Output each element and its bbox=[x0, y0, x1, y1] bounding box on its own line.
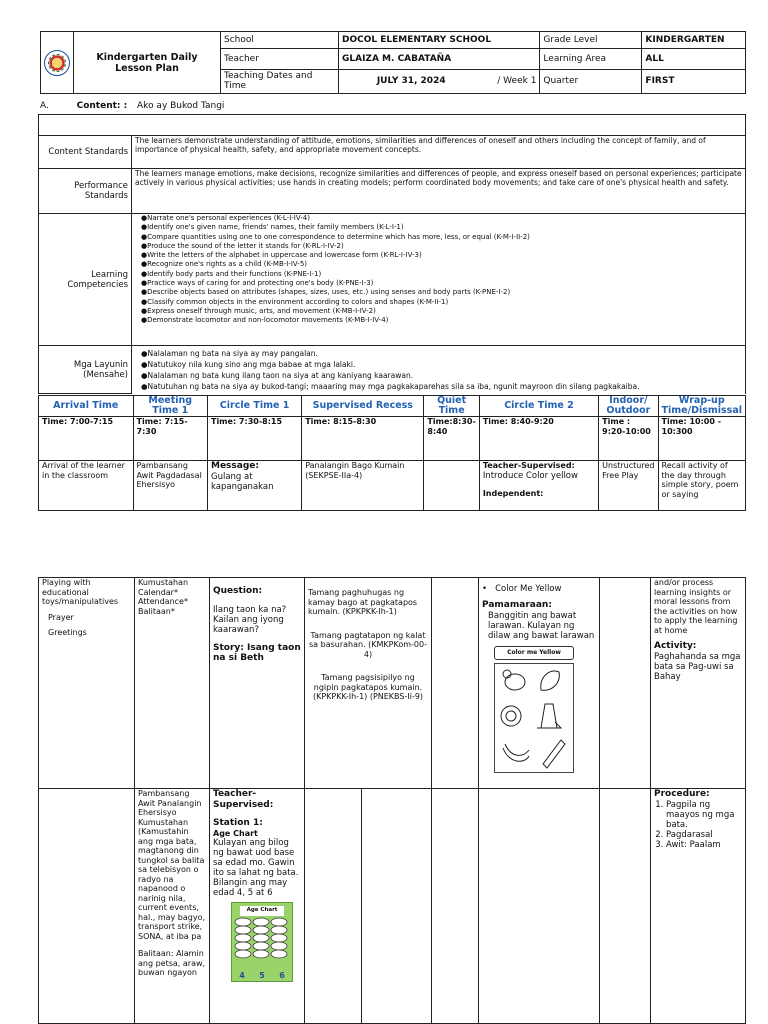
p2-arrival-item: Playing with educational toys/manipulatives bbox=[42, 578, 119, 606]
question-text: Ilang taon ka na? Kailan ang iyong kaarawan? bbox=[213, 604, 287, 635]
color-item: • Color Me Yellow bbox=[482, 584, 562, 594]
p2-circle2-cell-2 bbox=[479, 789, 600, 1024]
teacher-supervised-label-2: Teacher-Supervised: bbox=[213, 789, 274, 810]
p2-arrival-item: Prayer bbox=[48, 612, 74, 622]
procedure-step: 1. Pagpila ng maayos ng mga bata. bbox=[666, 800, 742, 830]
performance-standards-text: The learners manage emotions, make decisions, recognize similarities and differences of people, and express oneself based on personal experiences; participate actively in various physical activities; use hands in creating models; perform coordinated body movements; and take care of one's physical health and safety. bbox=[132, 169, 746, 214]
procedure-list bbox=[654, 800, 742, 850]
page2-table bbox=[38, 577, 746, 1024]
age-labels bbox=[232, 971, 292, 981]
p2-indoor-cell-2 bbox=[600, 789, 651, 1024]
deped-seal-icon bbox=[44, 50, 70, 76]
competency-item: ● Practice ways of caring for and protecting one's body (K-PNE-I-3) bbox=[141, 279, 742, 288]
worksheet-image bbox=[494, 663, 574, 773]
layunin-cell bbox=[132, 346, 746, 394]
time-quiet: Time:8:30-8:40 bbox=[424, 417, 479, 461]
school-value: DOCOL ELEMENTARY SCHOOL bbox=[339, 32, 540, 49]
indoor-cell: Unstructured Free Play bbox=[599, 461, 658, 511]
worksheet-title: Color me Yellow bbox=[507, 648, 561, 656]
procedure-step: 2. Pagdarasal bbox=[666, 830, 742, 840]
layunin-label: Mga Layunin (Mensahe) bbox=[39, 346, 132, 394]
pamamaraan-text: Banggitin ang bawat larawan. Kulayan ng dilaw ang bawat larawan bbox=[488, 610, 595, 641]
quarter-label: Quarter bbox=[540, 69, 642, 93]
meeting-cell: Pambansang Awit Pagdadasal Ehersisyo bbox=[133, 461, 207, 511]
wrapup-text: and/or process learning insights or moral lessons from the activities on how to apply the learning at home bbox=[654, 578, 738, 635]
time-wrapup: Time: 10:00 - 10:300 bbox=[658, 417, 745, 461]
p2-arrival-cell-2 bbox=[39, 789, 135, 1024]
recess-cell: Panalangin Bago Kumain (SEKPSE-IIa-4) bbox=[302, 461, 424, 511]
week-value: / Week 1 bbox=[483, 69, 540, 93]
header-wrapup: Wrap-up Time/Dismissal bbox=[658, 396, 745, 417]
p2-wrapup-cell bbox=[651, 578, 746, 789]
time-circle-1: Time: 7:30-8:15 bbox=[207, 417, 301, 461]
time-recess: Time: 8:15-8:30 bbox=[302, 417, 424, 461]
circle-2-cell bbox=[479, 461, 598, 511]
wrapup-cell: Recall activity of the day through simple story, poem or saying bbox=[658, 461, 745, 511]
p2-circle-cell-2 bbox=[210, 789, 305, 1024]
pamamaraan-label: Pamamaraan: bbox=[482, 600, 552, 610]
p2-arrival-cell bbox=[39, 578, 135, 789]
p2-wrapup-cell-2 bbox=[651, 789, 746, 1024]
procedure-step: 3. Awit: Paalam bbox=[666, 840, 742, 850]
balitaan-detail: Balitaan: Alamin ang petsa, araw, buwan ngayon bbox=[138, 949, 206, 977]
age-chart-image bbox=[231, 902, 293, 982]
p2-meeting-item: Kumustahan bbox=[138, 578, 189, 587]
activity-label: Activity: bbox=[654, 641, 697, 651]
station-name: Age Chart bbox=[213, 828, 258, 838]
p2-recess-cell-2a bbox=[305, 789, 362, 1024]
header-quiet-time: Quiet Time bbox=[424, 396, 479, 417]
header-table bbox=[40, 31, 746, 94]
competencies-list bbox=[135, 214, 742, 326]
layunin-list bbox=[135, 348, 742, 392]
station-text: Kulayan ang bilog ng bawat uod base sa edad mo. Gawin ito sa lahat ng bata. Bilangin ang may edad 4, 5 at 6 bbox=[213, 838, 299, 898]
content-label: Content: : bbox=[76, 101, 128, 111]
station-label: Station 1: bbox=[213, 818, 263, 828]
worksheet-drawings-icon bbox=[495, 664, 573, 772]
competencies-cell bbox=[132, 214, 746, 346]
header-indoor-outdoor: Indoor/ Outdoor bbox=[599, 396, 658, 417]
header-supervised-recess: Supervised Recess bbox=[302, 396, 424, 417]
question-label: Question: bbox=[213, 586, 263, 596]
title-cell bbox=[74, 32, 221, 94]
color-item-label: Color Me Yellow bbox=[495, 584, 562, 594]
layunin-item: ● Nalalaman ng bata kung ilang taon na siya at ang kaniyang kaarawan. bbox=[141, 370, 742, 381]
procedure-label: Procedure: bbox=[654, 789, 710, 799]
p2-circle2-cell bbox=[479, 578, 600, 789]
seal-cell bbox=[41, 32, 74, 94]
message-value: Gulang at kapanganakan bbox=[210, 471, 274, 492]
competency-item: ● Recognize one's rights as a child (K-MB-I-IV-5) bbox=[141, 260, 742, 269]
p2-meeting-item: Attendance* bbox=[138, 597, 188, 606]
standards-table bbox=[38, 114, 746, 394]
content-standards-label: Content Standards bbox=[39, 136, 132, 169]
p2-quiet-cell-2 bbox=[432, 789, 479, 1024]
time-meeting: Time: 7:15-7:30 bbox=[133, 417, 207, 461]
competency-item: ● Narrate one's personal experiences (K-L-I-IV-4) bbox=[141, 214, 742, 223]
circle-2-value: Introduce Color yellow bbox=[482, 470, 578, 481]
schedule-table bbox=[38, 395, 746, 511]
time-circle-2: Time: 8:40-9:20 bbox=[479, 417, 598, 461]
age-label: 6 bbox=[279, 970, 285, 980]
time-arrival: Time: 7:00-7:15 bbox=[39, 417, 134, 461]
blank-row bbox=[39, 115, 746, 136]
grade-value: KINDERGARTEN bbox=[642, 32, 746, 49]
competency-item: ● Demonstrate locomotor and non-locomotor movements (K-MB-I-IV-4) bbox=[141, 316, 742, 325]
p2-meeting-cell-2 bbox=[135, 789, 210, 1024]
p2-meeting-cell bbox=[135, 578, 210, 789]
content-standards-text: The learners demonstrate understanding of attitude, emotions, similarities and differences of oneself and others including the concept of family, and of importance of physical health, safety, and appropriate movement concepts. bbox=[132, 136, 746, 169]
area-value: ALL bbox=[642, 49, 746, 69]
grade-label: Grade Level bbox=[540, 32, 642, 49]
quarter-value: FIRST bbox=[642, 69, 746, 93]
p2-recess-cell-2b bbox=[362, 789, 432, 1024]
story-title: Story: Isang taon na si Beth bbox=[213, 642, 301, 663]
independent-label: Independent: bbox=[482, 488, 544, 498]
header-circle-time-2: Circle Time 2 bbox=[479, 396, 598, 417]
worksheet-title-badge bbox=[494, 646, 574, 660]
age-chart-title: Age Chart bbox=[240, 906, 284, 916]
lesson-plan-title: Kindergarten Daily Lesson Plan bbox=[96, 51, 198, 74]
header-meeting-time: Meeting Time 1 bbox=[133, 396, 207, 417]
p2-arrival-item: Greetings bbox=[48, 628, 87, 637]
teacher-label: Teacher bbox=[221, 49, 339, 69]
recess-rule: Tamang pagtatapon ng kalat sa basurahan. (KMKPKom-00-4) bbox=[309, 630, 427, 659]
content-line bbox=[40, 101, 224, 111]
layunin-item: ● Natutuhan ng bata na siya ay bukod-tangi; maaaring may mga pagkakaparehas sila sa iba, ngunit mayroon din silang pagkakaiba. bbox=[141, 381, 742, 392]
message-cell bbox=[207, 461, 301, 511]
recess-rule: Tamang pagsisipilyo ng ngipin pagkatapos kumain. (KPKPKK-Ih-1) (PNEKBS-Ii-9) bbox=[312, 673, 424, 701]
p2-indoor-cell bbox=[600, 578, 651, 789]
teacher-supervised-label: Teacher-Supervised: bbox=[482, 461, 575, 470]
message-label: Message: bbox=[210, 461, 259, 471]
p2-recess-cell bbox=[305, 578, 432, 789]
competency-item: ● Express oneself through music, arts, and movement (K-MB-I-IV-2) bbox=[141, 307, 742, 316]
p2-meeting-item: Balitaan* bbox=[138, 606, 175, 616]
recess-rule: Tamang paghuhugas ng kamay bago at pagkatapos kumain. (KPKPKK-Ih-1) bbox=[308, 588, 418, 616]
age-label: 5 bbox=[259, 970, 265, 980]
meeting-detail: Pambansang Awit Panalangin Ehersisyo Kumustahan (Kamustahin ang mga bata, magtanong din tungkol sa balita sa telebisyon o radyo na napanood o narinig nila, current events, hal., may bagyo, transport strike, SONA, at iba pa bbox=[138, 789, 206, 941]
content-letter: A. bbox=[40, 101, 49, 111]
p2-meeting-item: Calendar* bbox=[138, 587, 178, 597]
quiet-cell bbox=[424, 461, 479, 511]
layunin-item: ● Nalalaman ng bata na siya ay may pangalan. bbox=[141, 348, 742, 359]
competencies-label: Learning Competencies bbox=[39, 214, 132, 346]
date-value: JULY 31, 2024 bbox=[339, 69, 484, 93]
competency-item: ● Identify one's given name, friends' names, their family members (K-L-I-1) bbox=[141, 223, 742, 232]
competency-item: ● Classify common objects in the environment according to colors and shapes (K-M-II-1) bbox=[141, 298, 742, 307]
dates-label: Teaching Dates and Time bbox=[221, 69, 339, 93]
competency-item: ● Identify body parts and their functions (K-PNE-I-1) bbox=[141, 270, 742, 279]
age-label: 4 bbox=[239, 970, 245, 980]
content-value: Ako ay Bukod Tangi bbox=[137, 101, 225, 111]
header-circle-time-1: Circle Time 1 bbox=[207, 396, 301, 417]
school-label: School bbox=[221, 32, 339, 49]
layunin-item: ● Natutukoy nila kung sino ang mga babae at mga lalaki. bbox=[141, 359, 742, 370]
competency-item: ● Describe objects based on attributes (shapes, sizes, uses, etc.) using senses and body parts (K-PNE-I-2) bbox=[141, 288, 742, 297]
arrival-cell: Arrival of the learner in the classroom bbox=[39, 461, 134, 511]
performance-standards-label: Performance Standards bbox=[39, 169, 132, 214]
p2-circle-cell bbox=[210, 578, 305, 789]
competency-item: ● Write the letters of the alphabet in uppercase and lowercase form (K-RL-I-IV-3) bbox=[141, 251, 742, 260]
header-arrival-time: Arrival Time bbox=[39, 396, 134, 417]
activity-text: Paghahanda sa mga bata sa Pag-uwi sa Bahay bbox=[654, 651, 741, 682]
teacher-value: GLAIZA M. CABATAÑA bbox=[339, 49, 540, 69]
competency-item: ● Compare quantities using one to one correspondence to determine which has more, less, or equal (K-M-I-II-2) bbox=[141, 233, 742, 242]
p2-quiet-cell bbox=[432, 578, 479, 789]
caterpillar-drawings-icon bbox=[232, 916, 290, 968]
time-indoor: Time : 9:20-10:00 bbox=[599, 417, 658, 461]
competency-item: ● Produce the sound of the letter it stands for (K-RL-I-IV-2) bbox=[141, 242, 742, 251]
area-label: Learning Area bbox=[540, 49, 642, 69]
